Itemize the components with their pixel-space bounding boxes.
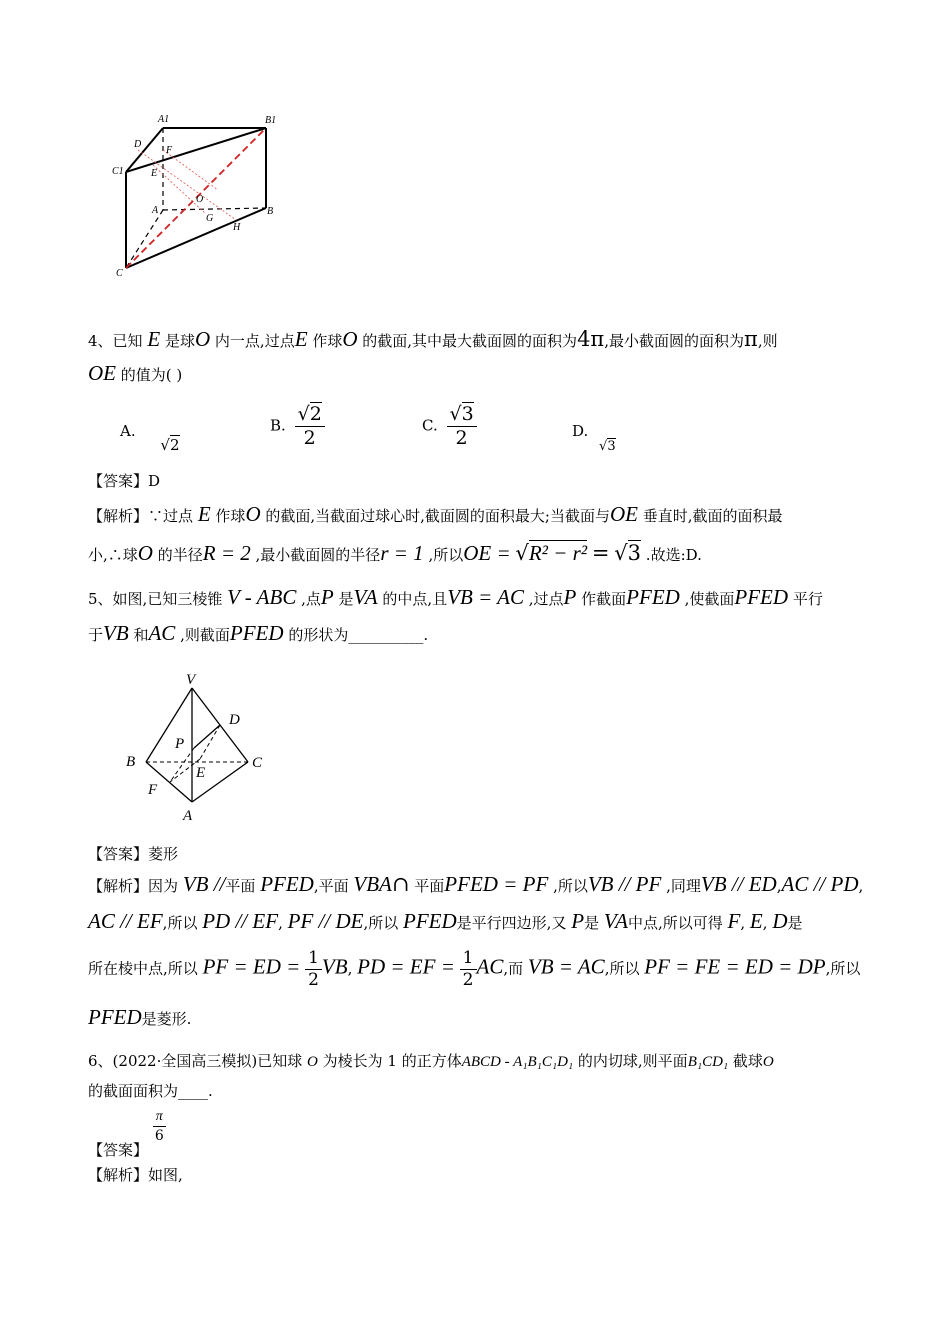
q5-analysis-line4: PFED是菱形. bbox=[88, 1005, 192, 1029]
fig1-label: B bbox=[267, 206, 274, 217]
prism-figure bbox=[108, 110, 288, 282]
q4-option-d: D. √3 bbox=[572, 422, 616, 454]
fig2-label: C bbox=[252, 755, 263, 771]
q4-stem-line1: 4、已知 E 是球O 内一点,过点E 作球O 的截面,其中最大截面圆的面积为4π,最小截面圆的面积为π,则 bbox=[88, 327, 778, 351]
q5-stem-line2: 于VB 和AC ,则截面PFED 的形状为__________. bbox=[88, 621, 429, 645]
fig1-label: E bbox=[151, 168, 158, 179]
tetrahedron-figure bbox=[120, 670, 270, 822]
q6-stem-line1: 6、(2022·全国高三模拟)已知球 O 为棱长为 1 的正方体ABCD - A₁B₁C₁D₁ 的内切球,则平面B₁CD₁ 截球O bbox=[88, 1052, 774, 1070]
fig1-label: A bbox=[152, 205, 159, 216]
fig1-label: A1 bbox=[158, 114, 170, 125]
fig1-label: B1 bbox=[265, 115, 277, 126]
q5-stem-line1: 5、如图,已知三棱锥 V - ABC ,点P 是VA 的中点,且VB = AC ,过点P 作截面PFED ,使截面PFED 平行 bbox=[88, 585, 823, 609]
fig1-label: H bbox=[233, 222, 241, 233]
q6-analysis: 【解析】如图, bbox=[88, 1166, 183, 1184]
fig1-label: G bbox=[206, 213, 214, 224]
fig1-label: F bbox=[166, 145, 173, 156]
q4-analysis-line1: 【解析】∵过点 E 作球O 的截面,当截面过球心时,截面圆的面积最大;当截面与OE 垂直时,截面的面积最 bbox=[88, 502, 783, 526]
fig2-label: F bbox=[148, 782, 158, 798]
q5-analysis-line1: 【解析】因为 VB //平面 PFED,平面 VBA∩ 平面PFED = PF ,所以VB // PF ,同理VB // ED,AC // PD, bbox=[88, 872, 864, 896]
fig2-label: P bbox=[175, 736, 185, 752]
q5-analysis-line2: AC // EF,所以 PD // EF, PF // DE,所以 PFED是平行四边形,又 P是 VA中点,所以可得 F, E, D是 bbox=[88, 909, 803, 933]
q5-analysis-line3: 所在棱中点,所以 PF = ED = $\frac{1}{2}$ VB, PD = EF = $\frac{1}{2}$ AC,而 VB = AC,所以 PF = FE = ED = DP,所以 bbox=[88, 948, 861, 990]
q4-option-b: B. $\frac{√2}{2}$ bbox=[270, 405, 325, 448]
fig1-label: C bbox=[116, 268, 123, 279]
q4-answer: 【答案】D bbox=[88, 472, 161, 490]
q4-option-a: A. √2 bbox=[120, 422, 180, 454]
fig1-label: D bbox=[134, 139, 142, 150]
q6-answer: 【答案】 $\frac{\pi}{6}$ bbox=[88, 1110, 166, 1143]
fig2-label: D bbox=[229, 712, 240, 728]
fig1-label: C1 bbox=[112, 166, 124, 177]
fig2-label: E bbox=[196, 765, 206, 781]
q6-stem-line2: 的截面面积为____. bbox=[88, 1082, 213, 1100]
fig2-label: V bbox=[186, 672, 196, 688]
q4-option-c: C. $\frac{√3}{2}$ bbox=[422, 405, 477, 448]
q4-analysis-line2: 小,∴球O 的半径R = 2 ,最小截面圆的半径r = 1 ,所以OE = √R² − r² = √3 .故选:D. bbox=[88, 541, 702, 565]
q4-stem-line2: OE 的值为( ) bbox=[88, 361, 183, 385]
q5-answer: 【答案】菱形 bbox=[88, 845, 179, 863]
fig2-label: A bbox=[183, 808, 193, 822]
fig1-label: O bbox=[196, 194, 204, 205]
fig2-label: B bbox=[126, 754, 136, 770]
